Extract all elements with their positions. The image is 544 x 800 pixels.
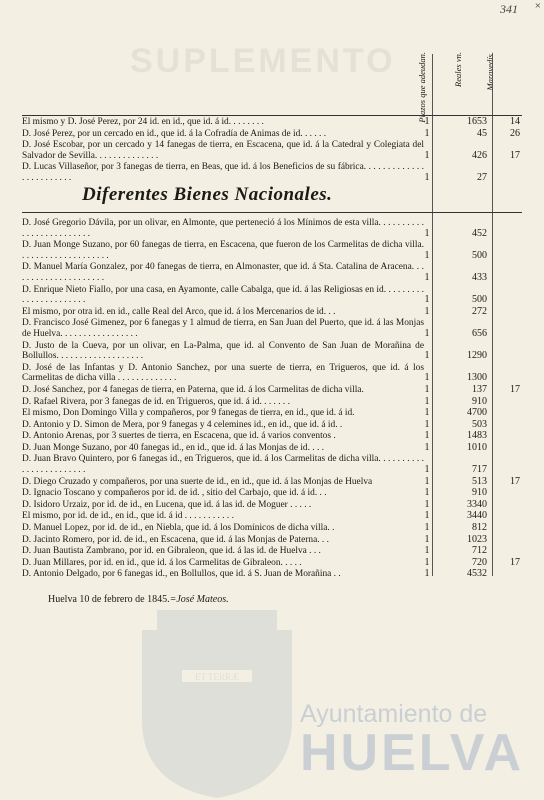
entry-text: D. Ignacio Toscano y compañeros por id. de id. , sitio del Carbajo, que id. á id. . . xyxy=(22,488,327,499)
entry-reales: 656 xyxy=(472,327,487,339)
table-row xyxy=(22,454,522,475)
entry-plazos: 1 xyxy=(424,464,430,476)
entry-plazos: 1 xyxy=(424,487,430,499)
header-rule xyxy=(22,115,522,116)
entry-reales: 712 xyxy=(472,545,487,557)
entry-text: El mismo, Don Domingo Villa y compañeros, por 9 fanegas de tierra, en id., que id. á id. xyxy=(22,408,355,419)
entry-plazos: 1 xyxy=(424,441,430,453)
watermark-line2: HUELVA xyxy=(300,724,525,782)
table-row xyxy=(22,218,522,239)
header-watermark: SUPLEMENTO xyxy=(130,42,396,80)
entry-plazos: 1 xyxy=(424,294,430,306)
table-row xyxy=(22,431,522,442)
table-row xyxy=(22,385,522,396)
entry-text: El mismo y D. José Perez, por 24 id. en id., que id. á id. . . . . . . . xyxy=(22,117,264,127)
column-header-plazos: Plazos que adeudan. xyxy=(417,52,427,123)
entry-reales: 910 xyxy=(472,487,487,499)
entry-reales: 910 xyxy=(472,395,487,407)
entry-reales: 720 xyxy=(472,556,487,568)
entry-text: D. Enrique Nieto Fiallo, por una casa, en Ayamonte, calle Cabalga, que id. á las Religiosas en id. . . . . . . . . . . . . . . . . . . . . . . xyxy=(22,284,424,306)
entry-reales: 452 xyxy=(472,227,487,239)
entry-reales: 272 xyxy=(472,305,487,317)
section-title: Diferentes Bienes Nacionales. xyxy=(82,184,333,205)
entry-text: D. Diego Cruzado y compañeros, por una suerte de id., en id., que id. á las Monjas de Huelva xyxy=(22,476,373,487)
table-row xyxy=(22,500,522,511)
entry-maravedis: 17 xyxy=(510,475,520,487)
entry-text: D. Juan Millares, por id. en id., que id. á los Carmelitas de Gibraleon. . . . . xyxy=(22,557,302,568)
entry-text: D. Juan Bravo Quintero, por 6 fanegas id., en Trigueros, que id. á los Carmelitas de dicha villa. . . . . . . . . . . . . . . . . . . . . . . . xyxy=(22,454,424,476)
municipal-seal-watermark xyxy=(122,600,312,800)
table-row xyxy=(22,408,522,419)
table-row xyxy=(22,341,522,362)
entry-text: D. Lucas Villaseñor, por 3 fanegas de tierra, en Beas, que id. á los Beneficios de su fábrica. . . . . . . . . . . . . . . . . . . . . . . . xyxy=(22,162,424,183)
entry-plazos: 1 xyxy=(424,430,430,442)
entry-text: D. José Sanchez, por 4 fanegas de tierra, en Paterna, que id. á los Carmelitas de dicha villa. xyxy=(22,384,364,395)
entry-reales: 717 xyxy=(472,464,487,476)
table-row xyxy=(22,569,522,580)
entry-plazos: 1 xyxy=(424,372,430,384)
watermark-line1: Ayuntamiento de xyxy=(300,700,488,728)
entry-text: D. Manuel María Gonzalez, por 40 fanegas de tierra, en Almonaster, que id. á Sta. Catalina de Aracena. . . . . . . . . . . . . . . . . . . . . xyxy=(22,262,424,283)
entry-plazos: 1 xyxy=(424,127,430,139)
table-row xyxy=(22,523,522,534)
section-rule xyxy=(22,212,522,213)
table-row xyxy=(22,558,522,569)
entry-plazos: 1 xyxy=(424,568,430,580)
table-row xyxy=(22,129,522,140)
table-row xyxy=(22,140,522,161)
entry-plazos: 1 xyxy=(424,556,430,568)
entry-plazos: 1 xyxy=(424,271,430,283)
page-number: 341 xyxy=(500,2,518,16)
entry-plazos: 1 xyxy=(424,418,430,430)
footer-place-date: Huelva 10 de febrero de 1845. xyxy=(48,594,170,605)
table-row xyxy=(22,363,522,384)
entry-reales: 1300 xyxy=(467,372,487,384)
watermark-text xyxy=(300,700,524,783)
entry-plazos: 1 xyxy=(424,171,430,183)
entry-reales: 433 xyxy=(472,271,487,283)
table-row xyxy=(22,397,522,408)
table-row xyxy=(22,162,522,183)
entry-text: D. Rafael Rivera, por 3 fanegas de id. en Trigueros, que id. á id. . . . . . . xyxy=(22,396,290,407)
entry-text: D. Antonio y D. Simon de Mera, por 9 fanegas y 4 celemines id., en id., que id. á id. . xyxy=(22,419,343,430)
entry-reales: 3340 xyxy=(467,498,487,510)
entry-text: D. Juan Monge Suzano, por 60 fanegas de tierra, en Escacena, que fueron de los Carmelitas de dicha villa. . . . . . . . . . . . . . . . . . . . xyxy=(22,240,424,261)
entry-plazos: 1 xyxy=(424,227,430,239)
entry-maravedis: 26 xyxy=(510,127,520,139)
entry-plazos: 1 xyxy=(424,249,430,261)
table-row xyxy=(22,488,522,499)
entry-reales: 4700 xyxy=(467,407,487,419)
top-entries-list xyxy=(22,117,522,185)
table-row xyxy=(22,443,522,454)
entry-plazos: 1 xyxy=(424,510,430,522)
entry-reales: 812 xyxy=(472,522,487,534)
entry-plazos: 1 xyxy=(424,475,430,487)
entry-reales: 1290 xyxy=(467,350,487,362)
entry-plazos: 1 xyxy=(424,350,430,362)
entry-text: D. José Gregorio Dávila, por un olivar, en Almonte, que perteneció á los Mínimos de esta villa. . . . . . . . . . . . . . . . . . . . . . . . . xyxy=(22,218,424,239)
table-row xyxy=(22,546,522,557)
entry-reales: 500 xyxy=(472,294,487,306)
entry-maravedis: 17 xyxy=(510,383,520,395)
entry-maravedis: 14 xyxy=(510,116,520,127)
table-row xyxy=(22,511,522,522)
seal-text: ET TERRÆ xyxy=(195,672,239,682)
entry-reales: 27 xyxy=(477,171,487,183)
entry-reales: 500 xyxy=(472,249,487,261)
entry-text: D. Juan Bautista Zambrano, por id. en Gibraleon, que id. á las id. de Huelva . . . xyxy=(22,546,321,557)
entry-text: D. Juan Monge Suzano, por 40 fanegas id., en id., que id. á las Monjas de id. . . . xyxy=(22,442,325,453)
table-row xyxy=(22,477,522,488)
entry-reales: 426 xyxy=(472,149,487,161)
table-row xyxy=(22,420,522,431)
entry-text: D. Justo de la Cueva, por un olivar, en La-Palma, que id. al Convento de San Juan de Morañina de Bollullos. . . . . . . . . . . . . . . . . . . xyxy=(22,340,424,362)
entry-text: D. Francisco José Gimenez, por 6 fanegas y 1 almud de tierra, en San Juan del Puerto, que id. á las Monjas de Huelva. . . . . . . . . . . . . . . . . xyxy=(22,318,424,339)
entry-text: El mismo, por id. de id., en id., que id. á id . . . . . . . . . . . xyxy=(22,511,234,522)
entry-reales: 3440 xyxy=(467,510,487,522)
entries-list xyxy=(22,218,522,581)
entry-plazos: 1 xyxy=(424,149,430,161)
table-row xyxy=(22,117,522,128)
entry-plazos: 1 xyxy=(424,407,430,419)
entry-text: D. José de las Infantas y D. Antonio Sanchez, por una suerte de tierra, en Trigueros, que id. á los Carmelitas de dicha villa . . . . . . . . . . . . . xyxy=(22,362,424,384)
entry-plazos: 1 xyxy=(424,545,430,557)
entry-reales: 1010 xyxy=(467,441,487,453)
footer-signature: =José Mateos. xyxy=(169,594,229,605)
column-header-maravedis: Maravedís. xyxy=(485,52,495,91)
entry-reales: 4532 xyxy=(467,568,487,580)
entry-maravedis: 17 xyxy=(510,149,520,161)
corner-mark: × xyxy=(534,0,541,12)
table-row xyxy=(22,307,522,318)
table-row xyxy=(22,318,522,339)
entry-reales: 503 xyxy=(472,418,487,430)
entry-text: D. José Escobar, por un cercado y 14 fanegas de tierra, en Escacena, que id. á la Catedral y Colegiata del Salvador de Sevilla. . . . . . . . . . . . . . xyxy=(22,140,424,161)
entry-plazos: 1 xyxy=(424,116,430,127)
entry-reales: 1483 xyxy=(467,430,487,442)
entry-text: D. José Perez, por un cercado en id., que id. á la Cofradía de Animas de id. . . . . . xyxy=(22,128,327,139)
entry-reales: 137 xyxy=(472,383,487,395)
entry-text: D. Antonio Delgado, por 6 fanegas id., en Bollullos, que id. á S. Juan de Morañina . . xyxy=(22,569,341,580)
entry-text: D. Jacinto Romero, por id. de id., en Escacena, que id. á las Monjas de Paterna. . . xyxy=(22,534,329,545)
table-row xyxy=(22,535,522,546)
entry-text: D. Antonio Arenas, por 3 suertes de tierra, en Escacena, que id. á varios conventos . xyxy=(22,431,336,442)
entry-plazos: 1 xyxy=(424,395,430,407)
table-row xyxy=(22,262,522,283)
entry-plazos: 1 xyxy=(424,533,430,545)
entry-reales: 513 xyxy=(472,475,487,487)
entry-maravedis: 17 xyxy=(510,556,520,568)
entry-text: D. Isidoro Urzaiz, por id. de id., en Lucena, que id. á las id. de Moguer . . . . . xyxy=(22,499,312,510)
table-row xyxy=(22,285,522,306)
entry-plazos: 1 xyxy=(424,498,430,510)
entry-plazos: 1 xyxy=(424,522,430,534)
column-header-reales: Reales vn. xyxy=(453,52,463,87)
entry-plazos: 1 xyxy=(424,327,430,339)
entry-reales: 45 xyxy=(477,127,487,139)
entry-plazos: 1 xyxy=(424,383,430,395)
entry-reales: 1653 xyxy=(467,116,487,127)
entry-reales: 1023 xyxy=(467,533,487,545)
table-row xyxy=(22,240,522,261)
entry-text: D. Manuel Lopez, por id. de id., en Niebla, que id. á los Domínicos de dicha villa. . xyxy=(22,523,335,534)
entry-plazos: 1 xyxy=(424,305,430,317)
entry-text: El mismo, por otra id. en id., calle Real del Arco, que id. á los Mercenarios de id. . . xyxy=(22,306,336,317)
